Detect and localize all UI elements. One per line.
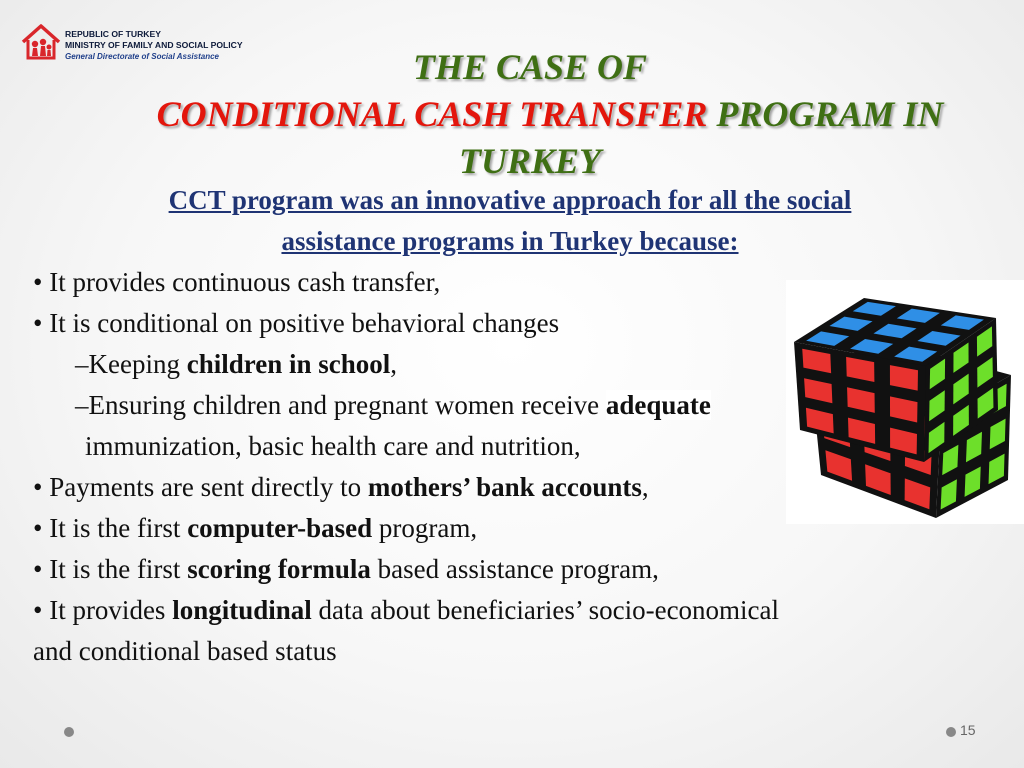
logo-line-ministry: MINISTRY OF FAMILY AND SOCIAL POLICY [65, 40, 243, 50]
title-red-text: CONDITIONAL CASH TRANSFER [156, 94, 708, 134]
bullet-mothers-punct: , [641, 472, 649, 502]
title-line-2 [120, 91, 980, 138]
intro-heading [40, 180, 980, 262]
ministry-house-icon [20, 22, 62, 64]
intro-line-1: CCT program was an innovative approach for all the social [168, 185, 852, 215]
title-line-3: TURKEY [458, 141, 601, 181]
subbullet-health-bold: adequate [605, 390, 711, 420]
page-number: 15 [960, 722, 976, 738]
bullet-scoring-bold: scoring formula [187, 554, 371, 584]
subbullet-school-bold: children in school [186, 349, 391, 379]
bullet-list [33, 262, 993, 672]
title-green-text: PROGRAM IN [707, 94, 944, 134]
subbullet-health-text: –Ensuring children and pregnant women receive [75, 390, 606, 420]
bullet-continuous-transfer: • It provides continuous cash transfer, [33, 267, 441, 297]
subbullet-school [33, 344, 993, 385]
nav-dot-left [64, 727, 74, 737]
slide-title [80, 44, 980, 185]
subbullet-health [33, 385, 993, 426]
bullet-computer-bold: computer-based [187, 513, 373, 543]
bullet-scoring-formula [33, 549, 993, 590]
bullet-scoring-post: based assistance program, [370, 554, 659, 584]
logo-line-directorate: General Directorate of Social Assistance [65, 52, 219, 61]
subbullet-school-punct: , [390, 349, 398, 379]
bullet-longitudinal-post: data about beneficiaries’ socio-economical [311, 595, 780, 625]
nav-dot-right [946, 727, 956, 737]
bullet-mothers-text: • Payments are sent directly to [33, 472, 368, 502]
logo-line-country: REPUBLIC OF TURKEY [65, 29, 161, 39]
bullet-scoring-text: • It is the first [33, 554, 188, 584]
subbullet-health-cont: immunization, basic health care and nutrition, [85, 431, 581, 461]
title-line-1: THE CASE OF [412, 47, 648, 87]
bullet-longitudinal [33, 590, 993, 631]
bullet-conditional: • It is conditional on positive behavioral changes [33, 308, 560, 338]
bullet-longitudinal-text: • It provides [33, 595, 173, 625]
bullet-longitudinal-bold: longitudinal [172, 595, 312, 625]
bullet-computer-text: • It is the first [33, 513, 188, 543]
bullet-mothers-accounts [33, 467, 993, 508]
subbullet-school-text: –Keeping [75, 349, 187, 379]
bullet-longitudinal-cont: and conditional based status [33, 636, 337, 666]
intro-line-2: assistance programs in Turkey because: [281, 226, 739, 256]
bullet-mothers-bold: mothers’ bank accounts [367, 472, 642, 502]
bullet-computer-post: program, [372, 513, 478, 543]
bullet-computer-based [33, 508, 993, 549]
